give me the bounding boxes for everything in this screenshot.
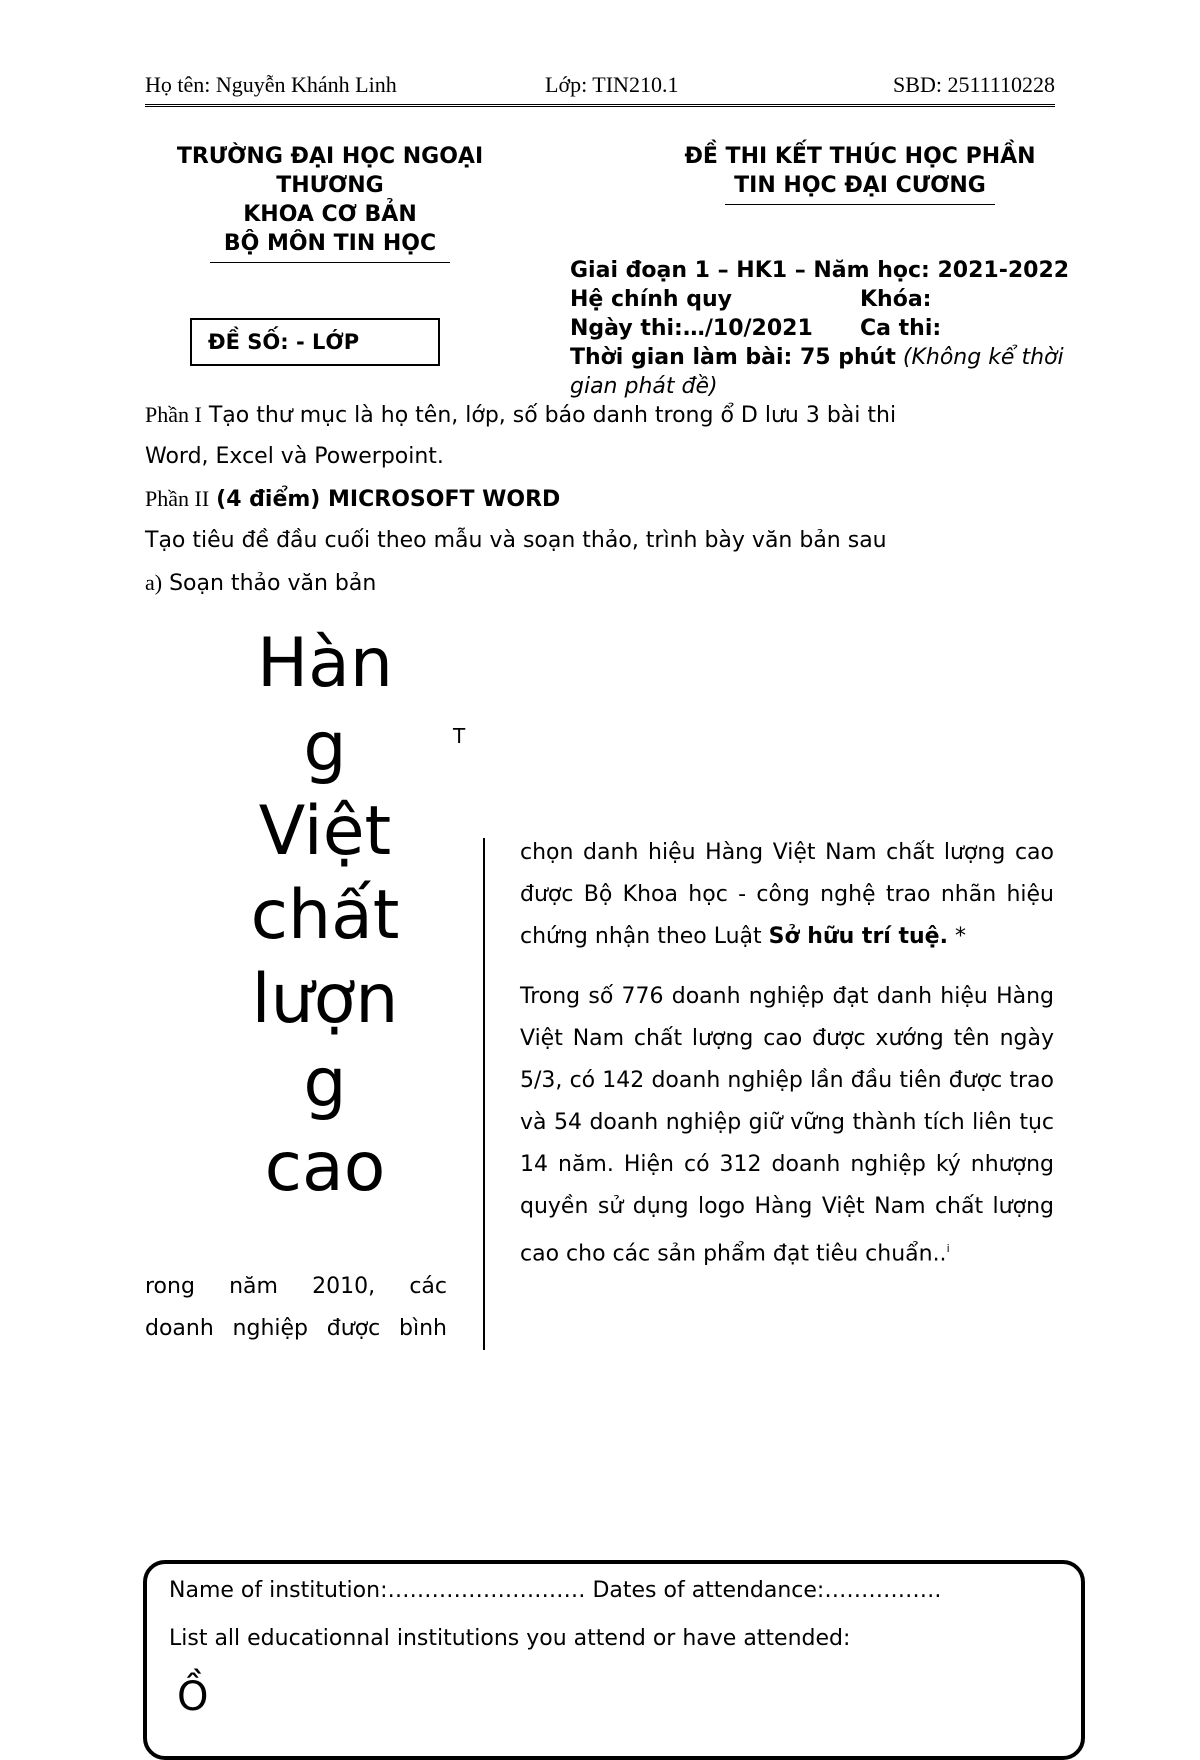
exam-title-line2: TIN HỌC ĐẠI CƯƠNG	[734, 173, 986, 198]
right-paragraph-1-text: chọn danh hiệu Hàng Việt Nam chất lượng cao được Bộ Khoa học - công nghệ trao nhãn hiệu chứng nhận theo Luật	[520, 840, 1054, 949]
part1-text: Tạo thư mục là họ tên, lớp, số báo danh trong ổ D lưu 3 bài thi	[208, 403, 897, 428]
exam-shift: Ca thi:	[860, 316, 942, 341]
left-column	[145, 1266, 447, 1350]
drop-cap-line: lượn	[251, 960, 399, 1039]
drop-cap-line: g	[303, 708, 347, 787]
left-column-line: rong năm 2010, các	[145, 1274, 447, 1299]
asterisk: *	[954, 924, 966, 949]
part2-heading	[145, 478, 560, 521]
right-paragraph-2-text: Trong số 776 doanh nghiệp đạt danh hiệu Hàng Việt Nam chất lượng cao được xướng tên ngày 5/3, có 142 doanh nghiệp lần đầu tiên được trao và 54 doanh nghiệp giữ vững thành tích liên tục 14 năm. Hiện có 312 doanh nghiệp ký nhượng quyền sử dụng logo Hàng Việt Nam chất lượng cao cho các sản phẩm đạt tiêu chuẩn..	[520, 984, 1054, 1267]
drop-cap-line: g	[303, 1044, 347, 1123]
school-name-line1: TRƯỜNG ĐẠI HỌC NGOẠI	[176, 144, 484, 169]
exam-duration-note: (Không kể thời	[902, 345, 1064, 370]
footnote-mark: i	[946, 1242, 950, 1255]
student-name: Họ tên: Nguyễn Khánh Linh	[145, 72, 397, 97]
exam-info	[570, 256, 1130, 401]
department-name: BỘ MÔN TIN HỌC	[223, 231, 437, 256]
exam-system-row	[570, 285, 1130, 314]
exam-title-line1: ĐỀ THI KẾT THÚC HỌC PHẦN	[684, 144, 1036, 169]
part1-line1	[145, 394, 896, 437]
student-sbd: SBD: 2511110228	[893, 72, 1055, 97]
exam-course: Khóa:	[860, 287, 932, 312]
part2-title: (4 điểm) MICROSOFT WORD	[216, 487, 561, 512]
law-name: Sở hữu trí tuệ.	[768, 924, 948, 949]
school-name-line2: THƯƠNG	[276, 173, 384, 198]
school-divider	[210, 262, 450, 263]
left-column-line: doanh nghiệp được bình	[145, 1316, 447, 1341]
part2-sub-text: Soạn thảo văn bản	[169, 571, 377, 596]
exam-date: Ngày thi:…/10/2021	[570, 316, 813, 341]
drop-cap-letter: T	[453, 724, 466, 748]
institutions-list-line: List all educationnal institutions you attend or have attended:	[169, 1626, 851, 1651]
exam-code-box: ĐỀ SỐ: - LỚP	[190, 318, 440, 366]
right-paragraph-1	[520, 832, 1054, 958]
exam-system: Hệ chính quy	[570, 287, 732, 312]
institution-line: Name of institution:……………………… Dates of attendance:…………….	[169, 1578, 942, 1603]
drop-cap-line: chất	[250, 876, 400, 955]
right-paragraph-2	[520, 976, 1054, 1275]
exam-title-block	[640, 142, 1080, 205]
exam-phase: Giai đoạn 1 – HK1 – Năm học: 2021-2022	[570, 258, 1070, 283]
faculty-name: KHOA CƠ BẢN	[243, 202, 417, 227]
part1-label: Phần I	[145, 402, 202, 427]
institution-box	[143, 1560, 1085, 1760]
drop-cap-line: Việt	[258, 792, 392, 871]
cut-off-text: Ồ	[177, 1674, 209, 1720]
school-block	[150, 142, 510, 263]
student-class: Lớp: TIN210.1	[545, 72, 679, 97]
exam-date-row	[570, 314, 1130, 343]
right-column	[520, 832, 1054, 1293]
exam-duration: Thời gian làm bài: 75 phút	[570, 345, 896, 370]
part2-label: Phần II	[145, 486, 210, 511]
exam-duration-row	[570, 343, 1130, 372]
exam-duration-note-cont: gian phát đề)	[570, 374, 718, 399]
drop-cap-line: Hàn	[257, 624, 393, 703]
part2-instruction: Tạo tiêu đề đầu cuối theo mẫu và soạn thảo, trình bày văn bản sau	[145, 528, 887, 553]
exam-title-divider	[725, 204, 995, 205]
part1-line2: Word, Excel và Powerpoint.	[145, 444, 444, 469]
page-header	[145, 70, 1055, 107]
part2-sub	[145, 562, 376, 605]
column-divider	[483, 838, 485, 1350]
drop-cap-title	[215, 622, 435, 1210]
drop-cap-line: cao	[264, 1128, 386, 1207]
part2-sub-label: a)	[145, 570, 163, 595]
